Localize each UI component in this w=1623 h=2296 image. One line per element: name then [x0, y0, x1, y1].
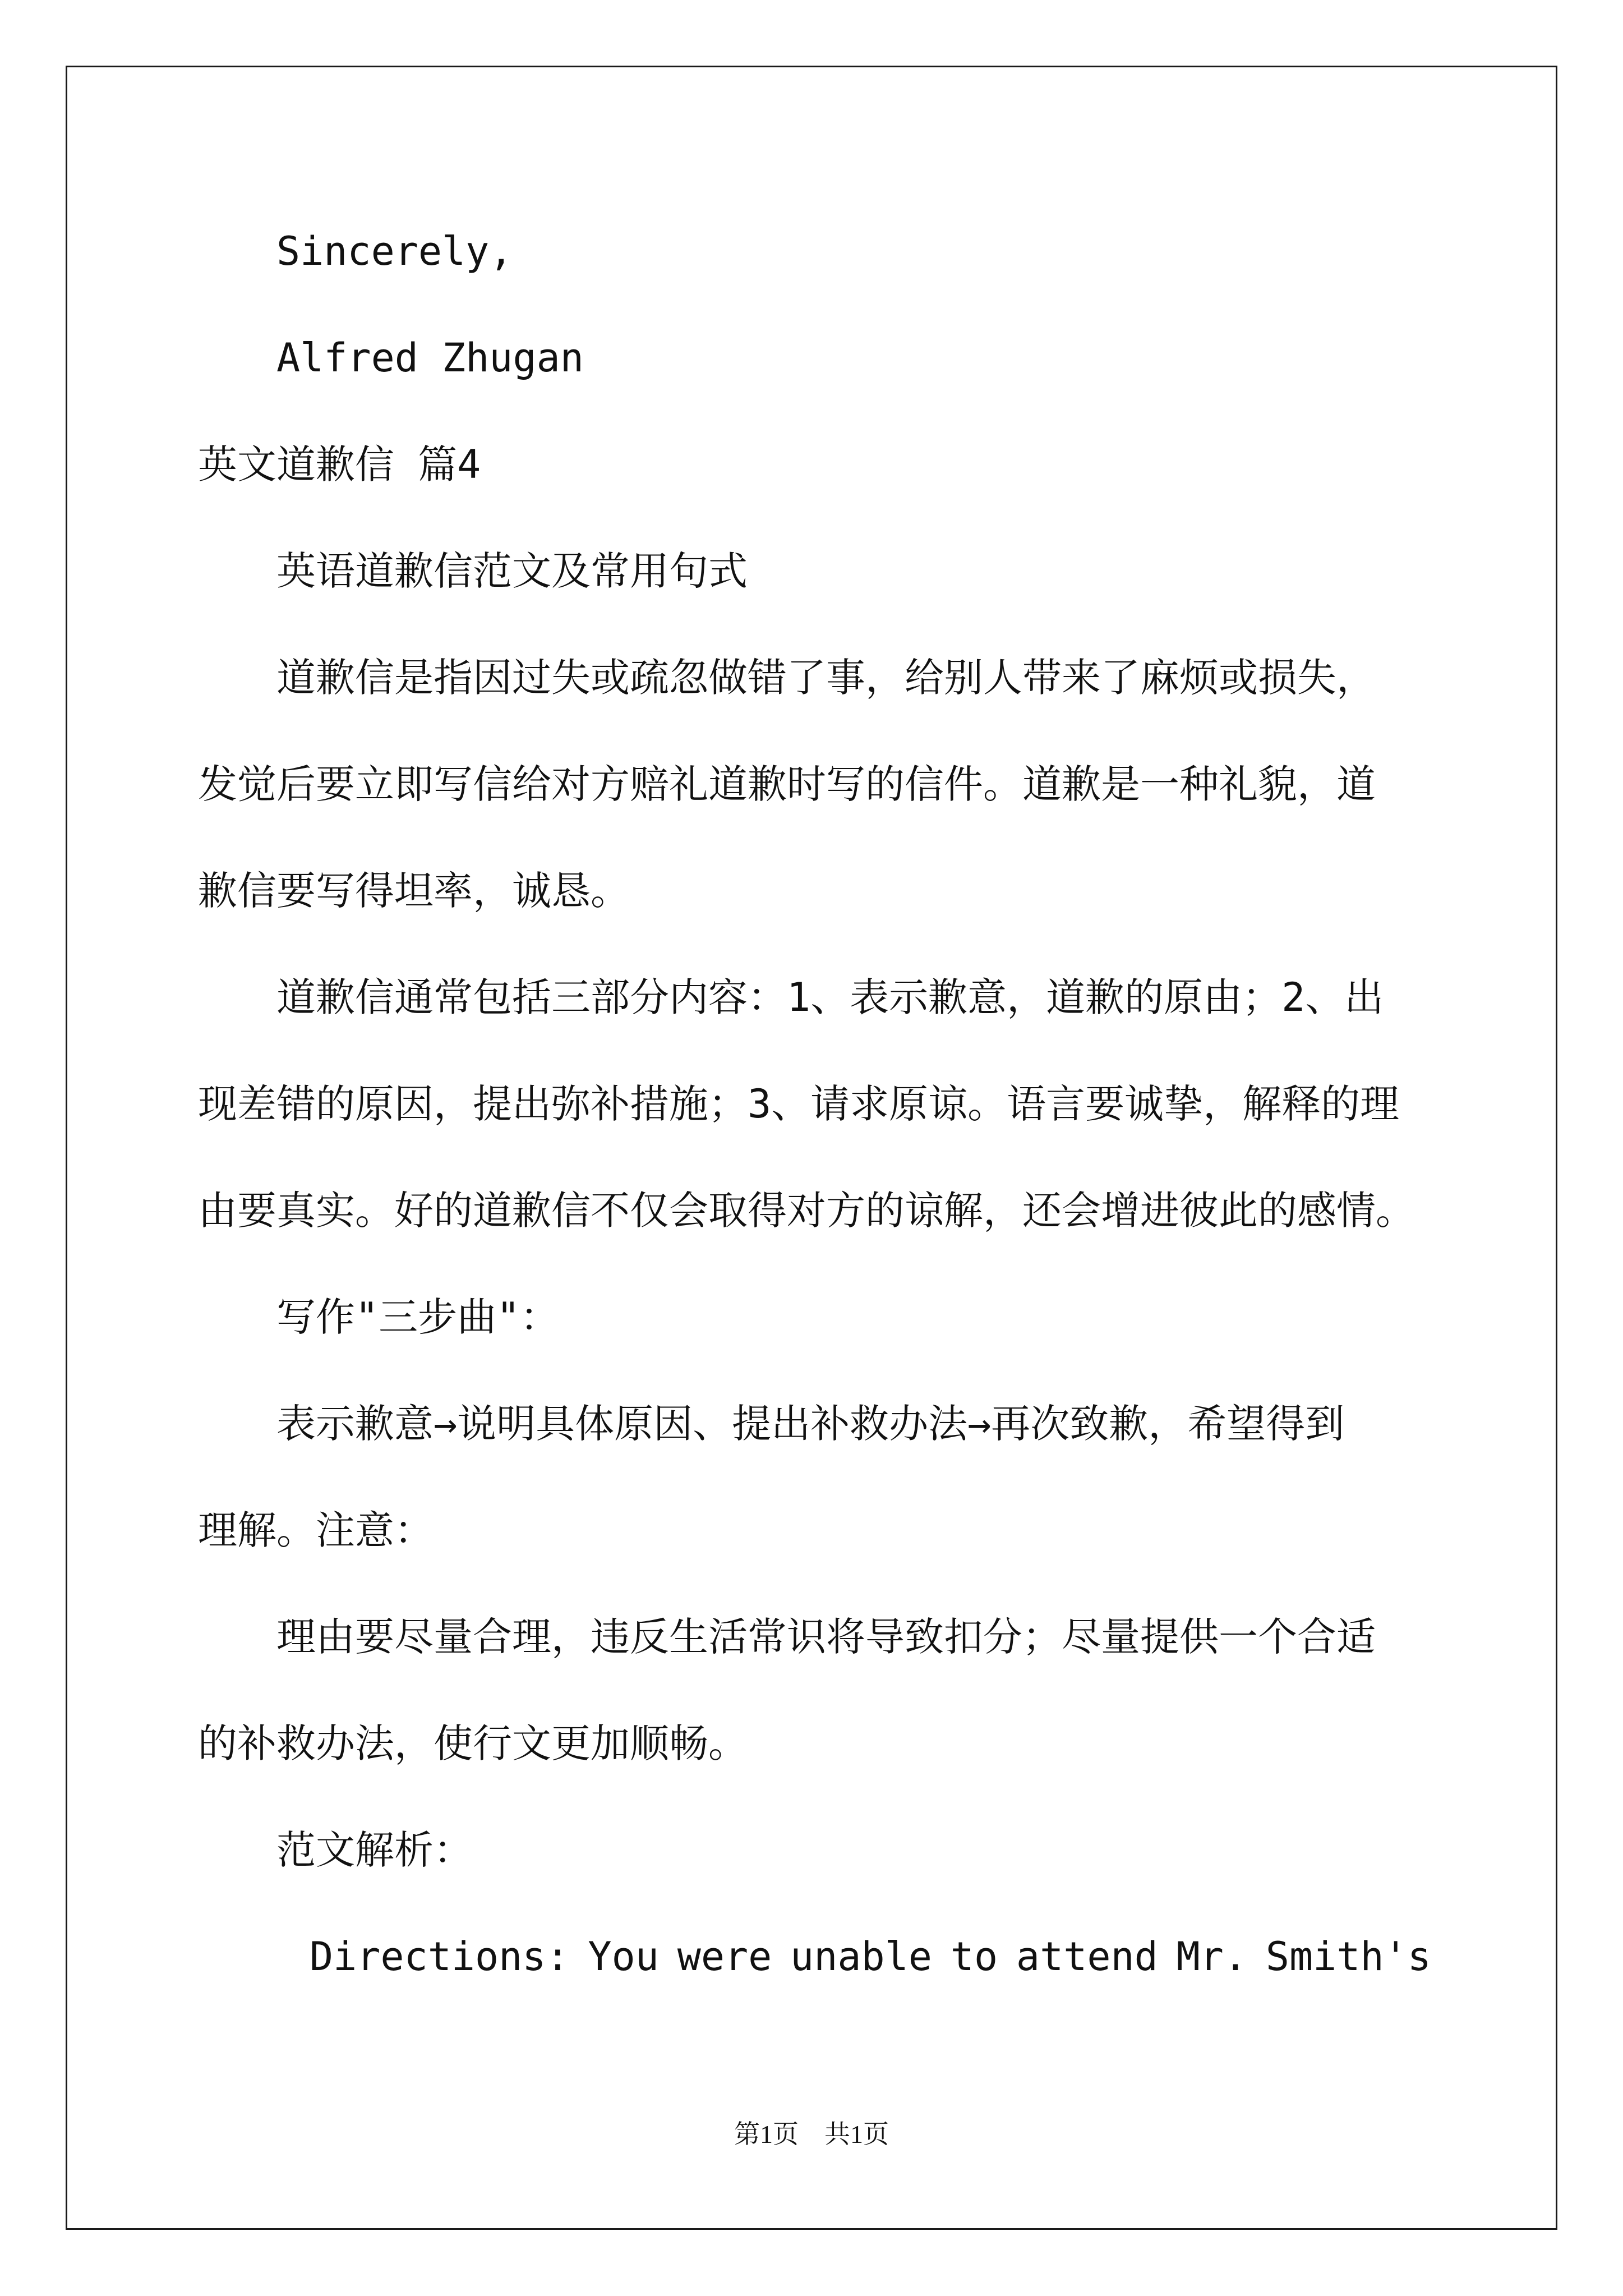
section-heading: 英文道歉信 篇4: [198, 441, 481, 487]
paragraph2-line1: 道歉信通常包括三部分内容：1、表示歉意，道歉的原由；2、出: [276, 974, 1384, 1020]
analysis-label: 范文解析：: [276, 1827, 473, 1873]
paragraph1-line1: 道歉信是指因过失或疏忽做错了事，给别人带来了麻烦或损失，: [276, 655, 1376, 701]
paragraph1-line2: 发觉后要立即写信给对方赔礼道歉时写的信件。道歉是一种礼貌，道: [198, 761, 1376, 807]
signature-line: Alfred Zhugan: [276, 335, 584, 381]
paragraph3-line2: 理解。注意：: [198, 1507, 434, 1553]
page-border: [66, 66, 1557, 2230]
paragraph1-line3: 歉信要写得坦率，诚恳。: [198, 868, 630, 914]
closing-line: Sincerely,: [276, 228, 513, 274]
directions-word: Directions:: [310, 1934, 570, 1980]
directions-line: [310, 1929, 1431, 1985]
page-footer: 第1页 共1页: [734, 2120, 889, 2148]
subtitle: 英语道歉信范文及常用句式: [276, 548, 748, 594]
paragraph2-line3: 由要真实。好的道歉信不仅会取得对方的谅解，还会增进彼此的感情。: [198, 1188, 1415, 1234]
paragraph4-line1: 理由要尽量合理，违反生活常识将导致扣分；尽量提供一个合适: [276, 1614, 1376, 1660]
directions-word: Smith's: [1265, 1934, 1431, 1980]
directions-word: unable: [790, 1934, 932, 1980]
directions-word: were: [677, 1934, 772, 1980]
directions-word: to: [950, 1934, 998, 1980]
paragraph3-line1: 表示歉意→说明具体原因、提出补救办法→再次致歉，希望得到: [276, 1401, 1345, 1447]
paragraph4-line2: 的补救办法，使行文更加顺畅。: [198, 1720, 748, 1766]
directions-word: You: [588, 1934, 659, 1980]
writing-steps-label: 写作"三步曲"：: [276, 1294, 560, 1340]
directions-word: attend: [1016, 1934, 1158, 1980]
directions-word: Mr.: [1176, 1934, 1248, 1980]
paragraph2-line2: 现差错的原因，提出弥补措施；3、请求原谅。语言要诚挚，解释的理: [198, 1081, 1400, 1127]
